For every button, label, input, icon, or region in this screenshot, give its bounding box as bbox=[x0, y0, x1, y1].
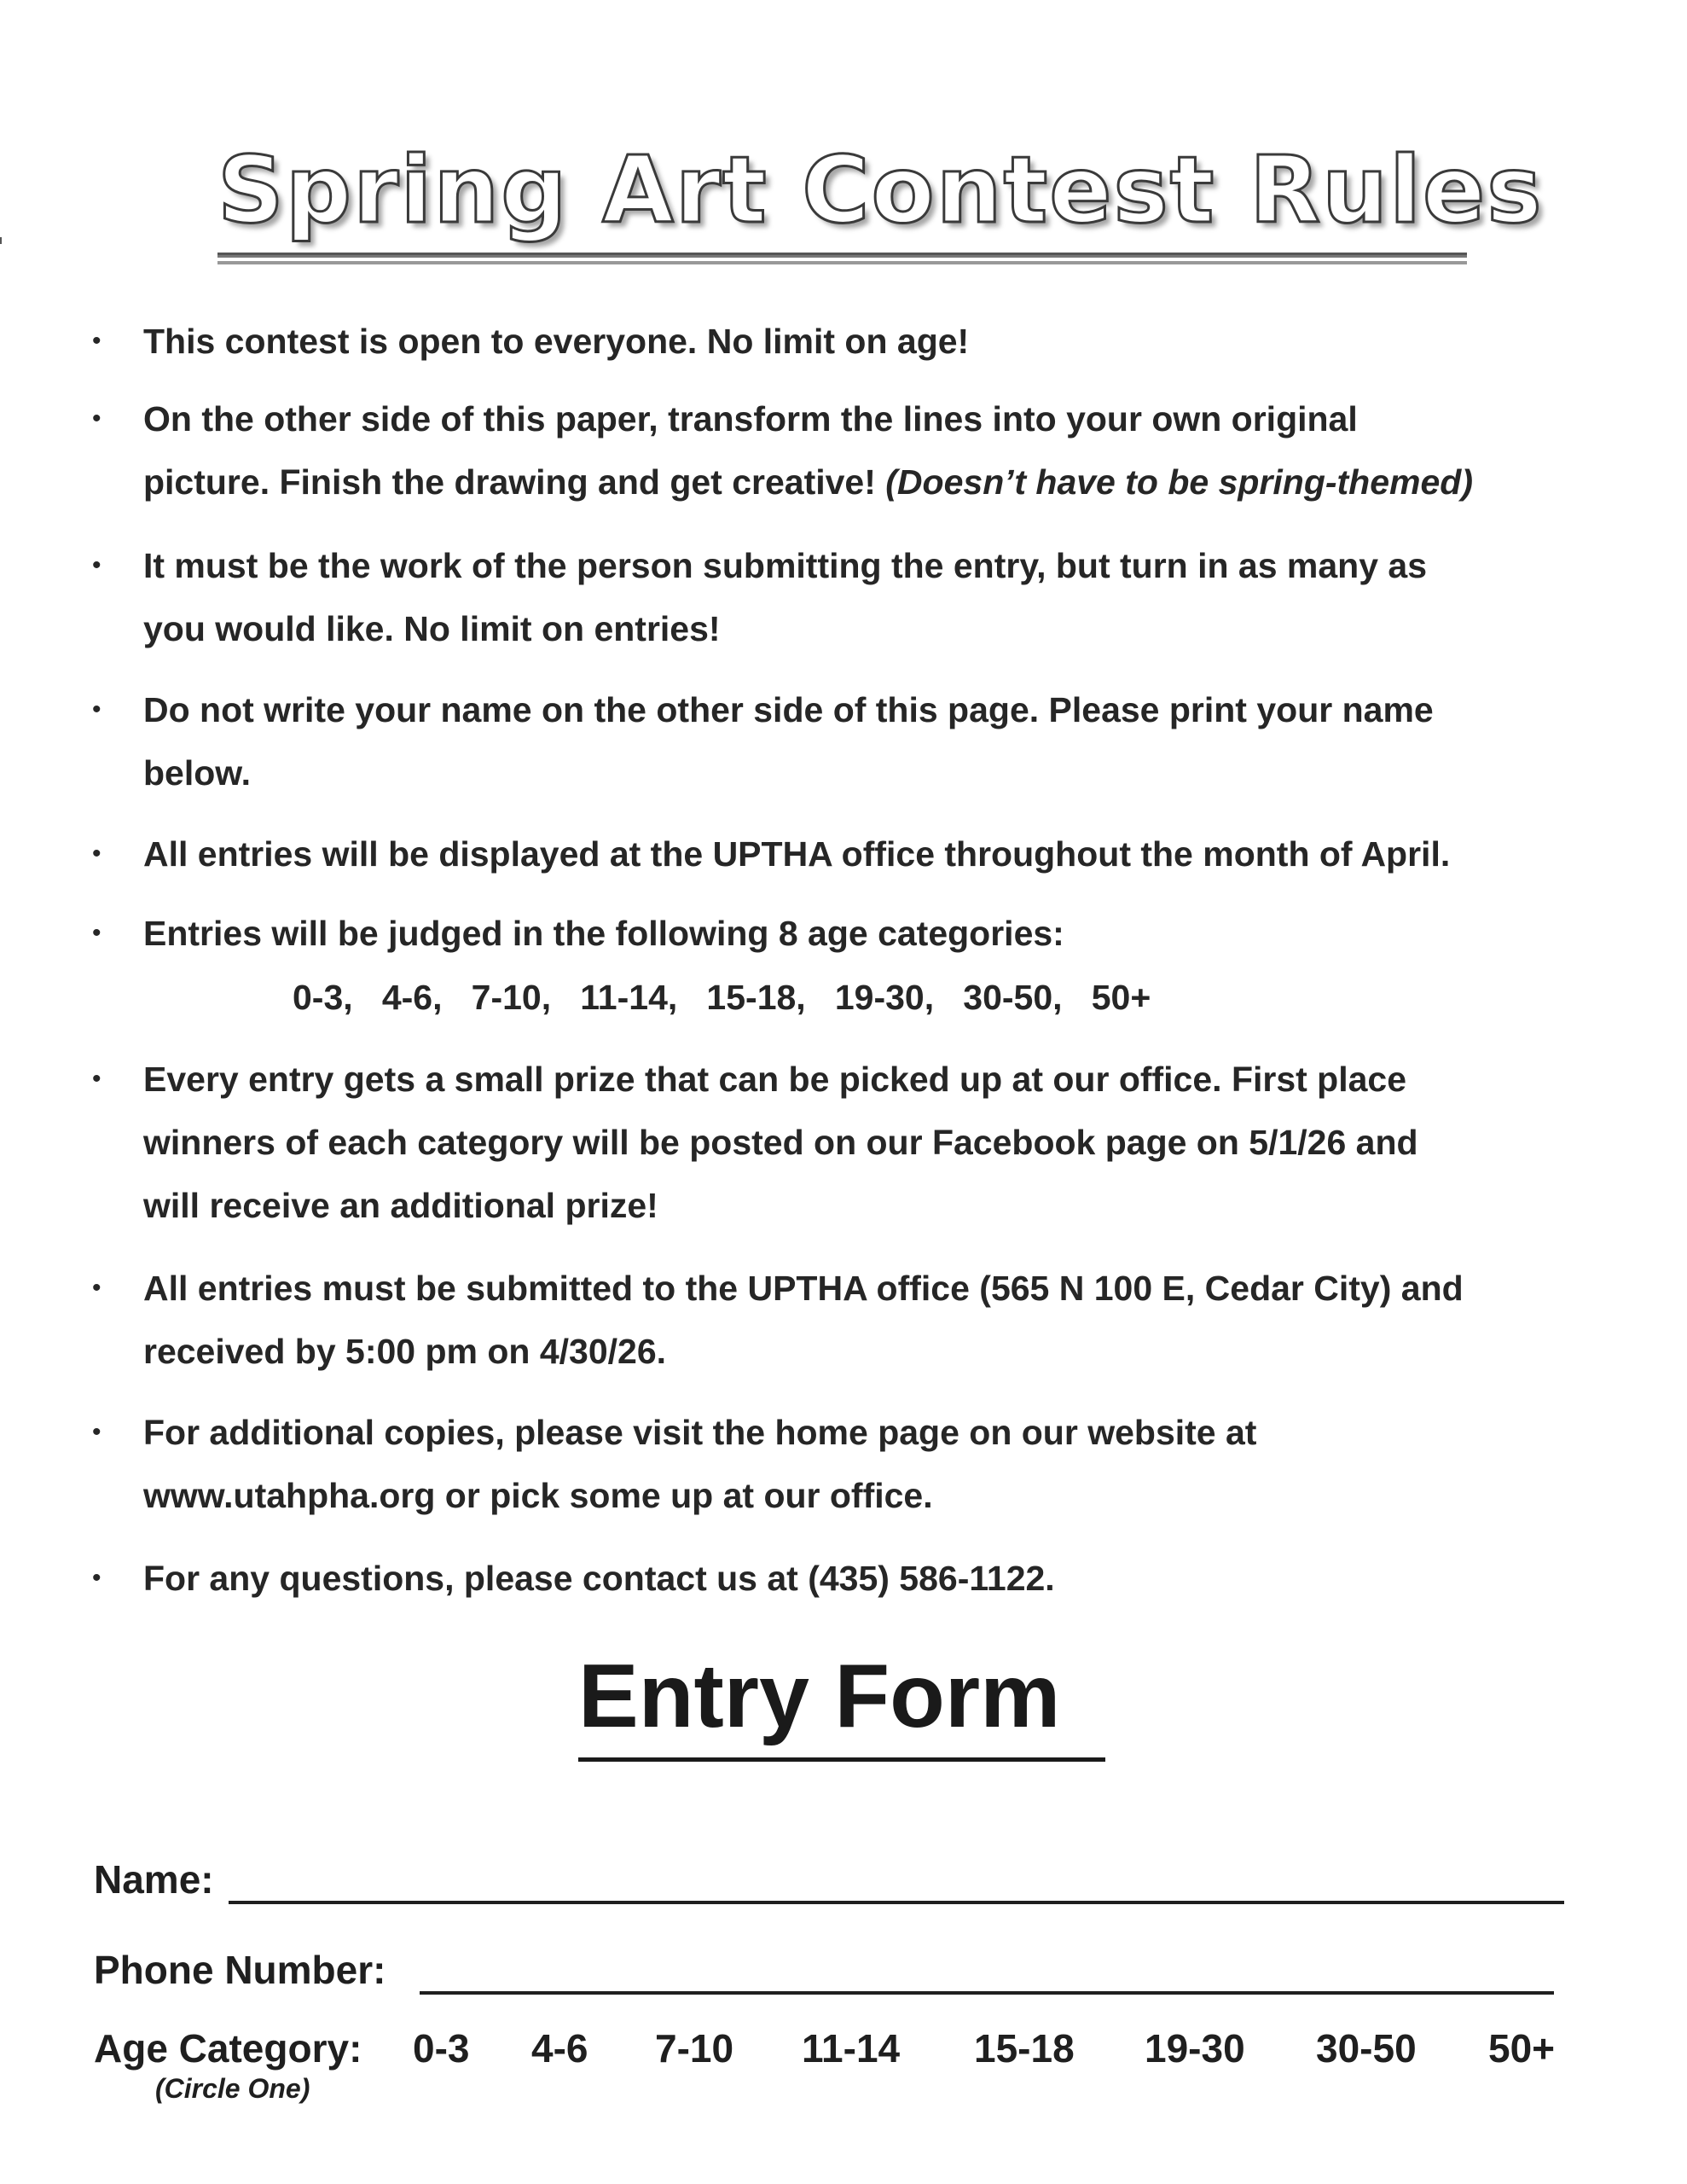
bullet-icon: • bbox=[92, 1564, 101, 1592]
rule-item bbox=[143, 1401, 1610, 1527]
rule-line: All entries must be submitted to the UPTHA office (565 N 100 E, Cedar City) and bbox=[143, 1269, 1464, 1308]
rule-item bbox=[143, 822, 1610, 886]
bullet-icon: • bbox=[92, 1418, 101, 1446]
age-categories-line: 0-3, 4-6, 7-10, 11-14, 15-18, 19-30, 30-50, 50+ bbox=[293, 978, 1151, 1017]
rule-item bbox=[143, 902, 1610, 965]
rule-item bbox=[143, 1257, 1610, 1383]
rule-line: This contest is open to everyone. No limit on age! bbox=[143, 322, 970, 361]
rule-line: will receive an additional prize! bbox=[143, 1186, 658, 1225]
rule-line: received by 5:00 pm on 4/30/26. bbox=[143, 1332, 667, 1371]
phone-label: Phone Number: bbox=[94, 1948, 386, 1992]
rule-item bbox=[143, 310, 1610, 373]
bullet-icon: • bbox=[92, 551, 101, 579]
rule-line: It must be the work of the person submitting the entry, but turn in as many as bbox=[143, 546, 1428, 585]
name-label: Name: bbox=[94, 1857, 214, 1902]
rule-line: winners of each category will be posted on our Facebook page on 5/1/26 and bbox=[143, 1123, 1418, 1162]
rule-item bbox=[143, 1547, 1610, 1610]
age-option-30-50[interactable]: 30-50 bbox=[1316, 2026, 1417, 2071]
circle-one-note: (Circle One) bbox=[155, 2073, 310, 2104]
age-category-label: Age Category: bbox=[94, 2026, 362, 2071]
rule-item bbox=[143, 534, 1610, 660]
bullet-icon: • bbox=[92, 327, 101, 355]
bullet-icon: • bbox=[92, 1065, 101, 1093]
phone-field[interactable] bbox=[420, 1991, 1554, 1995]
title-underline-shadow bbox=[217, 261, 1467, 264]
title-block bbox=[217, 137, 1544, 244]
age-option-19-30[interactable]: 19-30 bbox=[1145, 2026, 1245, 2071]
bullet-icon: • bbox=[92, 404, 101, 433]
rule-line: www.utahpha.org or pick some up at our office. bbox=[143, 1476, 933, 1515]
rule-line: below. bbox=[143, 753, 252, 793]
rule-line: picture. Finish the drawing and get creative! bbox=[143, 462, 886, 502]
bullet-icon: • bbox=[92, 695, 101, 723]
rule-line: All entries will be displayed at the UPTHA office throughout the month of April. bbox=[143, 834, 1451, 874]
age-option-11-14[interactable]: 11-14 bbox=[802, 2026, 901, 2071]
name-field[interactable] bbox=[229, 1901, 1564, 1904]
rule-line: Do not write your name on the other side of this page. Please print your name bbox=[143, 690, 1434, 729]
entry-form-underline bbox=[578, 1757, 1105, 1762]
title-underline bbox=[217, 253, 1467, 258]
age-option-4-6[interactable]: 4-6 bbox=[531, 2026, 588, 2071]
age-option-7-10[interactable]: 7-10 bbox=[655, 2026, 734, 2071]
rule-line: you would like. No limit on entries! bbox=[143, 609, 721, 648]
page-title: Spring Art Contest Rules bbox=[217, 137, 1544, 244]
rule-line: For additional copies, please visit the home page on our website at bbox=[143, 1413, 1257, 1452]
bullet-icon: • bbox=[92, 919, 101, 947]
scan-edge-mark bbox=[0, 237, 2, 244]
rule-line: For any questions, please contact us at (435) 586-1122. bbox=[143, 1559, 1055, 1598]
rule-item bbox=[143, 678, 1610, 804]
rule-item bbox=[143, 387, 1610, 514]
rule-line: Every entry gets a small prize that can be picked up at our office. First place bbox=[143, 1060, 1407, 1099]
rule-line: Entries will be judged in the following 8 age categories: bbox=[143, 914, 1064, 953]
entry-form-title: Entry Form bbox=[578, 1646, 1061, 1746]
rule-line: On the other side of this paper, transform the lines into your own original bbox=[143, 399, 1358, 439]
age-option-0-3[interactable]: 0-3 bbox=[413, 2026, 470, 2071]
rule-item bbox=[143, 1048, 1610, 1237]
bullet-icon: • bbox=[92, 839, 101, 868]
rule-italic-note: (Doesn’t have to be spring-themed) bbox=[885, 462, 1473, 502]
bullet-icon: • bbox=[92, 1274, 101, 1302]
age-option-15-18[interactable]: 15-18 bbox=[974, 2026, 1075, 2071]
age-option-50-plus[interactable]: 50+ bbox=[1488, 2026, 1556, 2071]
